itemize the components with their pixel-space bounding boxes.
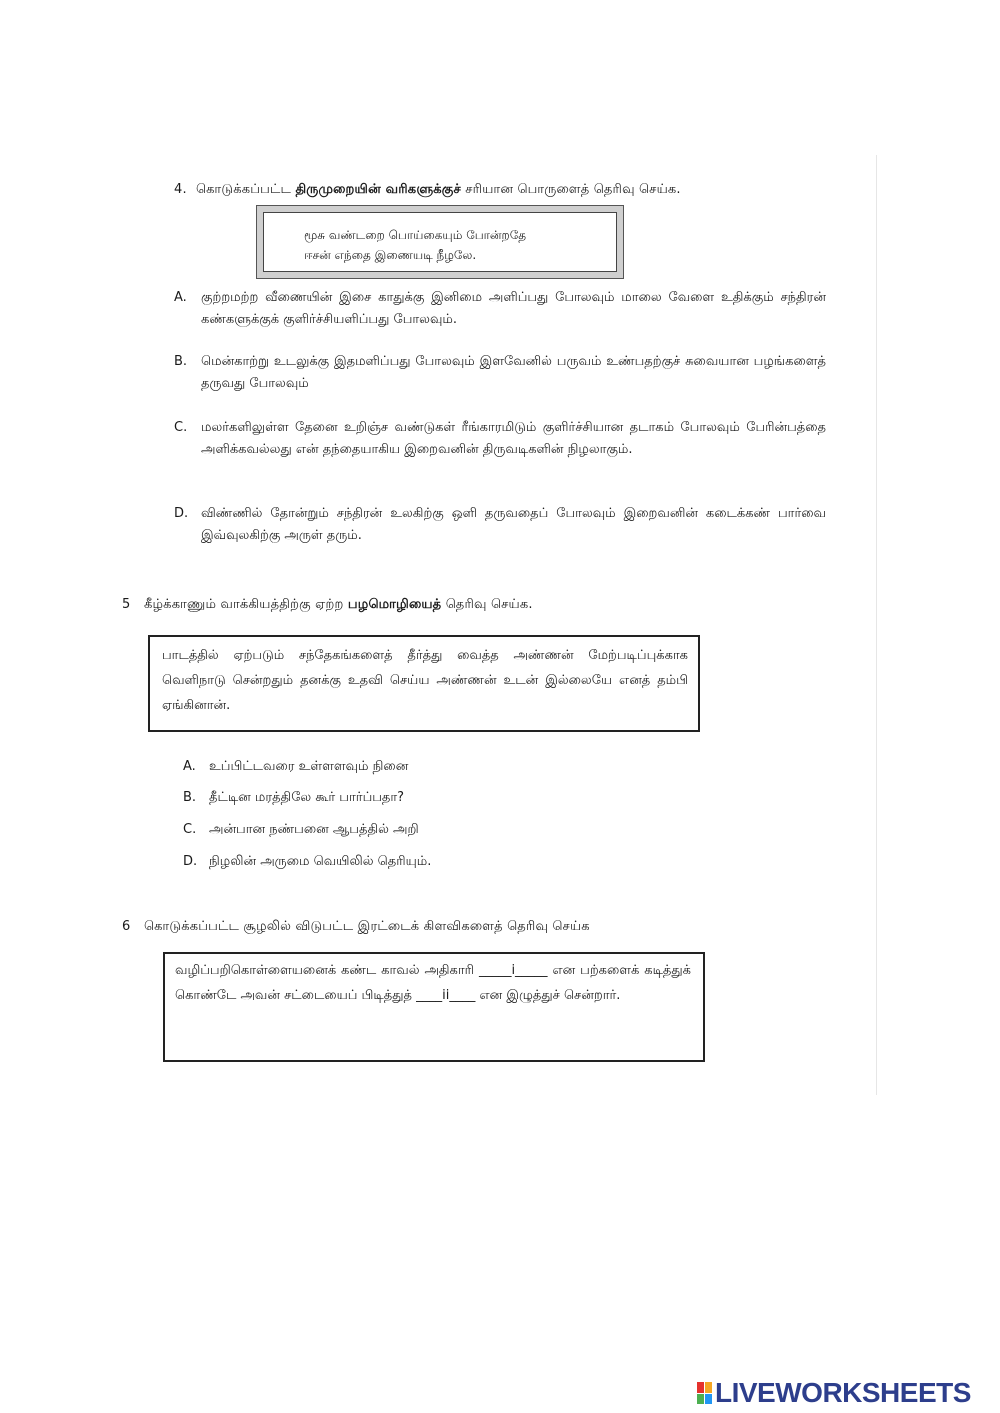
logo-text: LIVEWORKSHEETS: [715, 1377, 971, 1408]
question-6-number: 6: [122, 919, 131, 934]
question-4-option-b[interactable]: B. மென்காற்று உடலுக்கு இதமளிப்பது போலவும் இளவேனில் பருவம் உண்பதற்குச் சுவையான பழங்களைத் தருவது போலவும்: [174, 354, 826, 391]
page-margin-line: [876, 155, 877, 1095]
question-4-option-d[interactable]: D. விண்ணில் தோன்றும் சந்திரன் உலகிற்கு ஒளி தருவதைப் போலவும் இறைவனின் கடைக்கண் பார்வை இவ்வுலகிற்கு அருள் தரும்.: [174, 506, 826, 543]
question-6-passage-box: [163, 952, 705, 1062]
question-4-option-a[interactable]: A. குற்றமற்ற வீணையின் இசை காதுக்கு இனிமை அளிப்பது போலவும் மாலை வேளை உதிக்கும் சந்திரன் கண்களுக்குக் குளிர்ச்சியளிப்பது போலவும்.: [174, 290, 826, 327]
question-5-option-c[interactable]: C. அன்பான நண்பனை ஆபத்தில் அறி: [183, 822, 419, 837]
question-4-verse-box: [256, 205, 624, 279]
verse-line-1: மூசு வண்டறை பொய்கையும் போன்றதே: [304, 228, 527, 242]
logo-square-green: [697, 1394, 704, 1405]
logo-mark-icon: [697, 1382, 712, 1404]
question-5-option-d[interactable]: D. நிழலின் அருமை வெயிலில் தெரியும்.: [183, 854, 432, 869]
liveworksheets-logo[interactable]: [697, 1377, 971, 1408]
question-6-title: 6 கொடுக்கப்பட்ட சூழலில் விடுபட்ட இரட்டைக் கிளவிகளைத் தெரிவு செய்க: [122, 919, 590, 934]
question-4-title: 4. கொடுக்கப்பட்ட திருமுறையின் வரிகளுக்குச் சரியான பொருளைத் தெரிவு செய்க.: [174, 182, 681, 197]
question-5-title: 5 கீழ்க்காணும் வாக்கியத்திற்கு ஏற்ற பழமொழியைத் தெரிவு செய்க.: [122, 597, 533, 612]
question-5-passage-box: பாடத்தில் ஏற்படும் சந்தேகங்களைத் தீர்த்து வைத்த அண்ணன் மேற்படிப்புக்காக வெளிநாடு சென்றதும் தனக்கு உதவி செய்ய அண்ணன் உடன் இல்லையே எனத் தம்பி ஏங்கினான்.: [148, 635, 700, 732]
logo-square-orange: [705, 1382, 712, 1393]
question-4-number: 4.: [174, 182, 187, 197]
logo-square-red: [697, 1382, 704, 1393]
logo-square-blue: [705, 1394, 712, 1405]
question-4-option-c[interactable]: C. மலர்களிலுள்ள தேனை உறிஞ்ச வண்டுகள் ரீங்காரமிடும் குளிர்ச்சியான தடாகம் போலவும் பேரின்பத்தை அளிக்கவல்லது என் தந்தையாகிய இறைவனின் திருவடிகளின் நிழலாகும்.: [174, 420, 826, 457]
question-6-passage: வழிப்பறிகொள்ளையனைக் கண்ட காவல் அதிகாரி _____i_____ என பற்களைக் கடித்துக் கொண்டே அவன் சட்டையைப் பிடித்துத் ____ii____ என இழுத்துச் சென்றார்.: [175, 963, 691, 1003]
question-5-number: 5: [122, 597, 131, 612]
verse-line-2: ஈசன் எந்தை இணையடி நீழலே.: [304, 248, 477, 262]
question-5-option-a[interactable]: A. உப்பிட்டவரை உள்ளளவும் நினை: [183, 759, 409, 774]
question-5-option-b[interactable]: B. தீட்டின மரத்திலே கூர் பார்ப்பதா?: [183, 790, 405, 805]
